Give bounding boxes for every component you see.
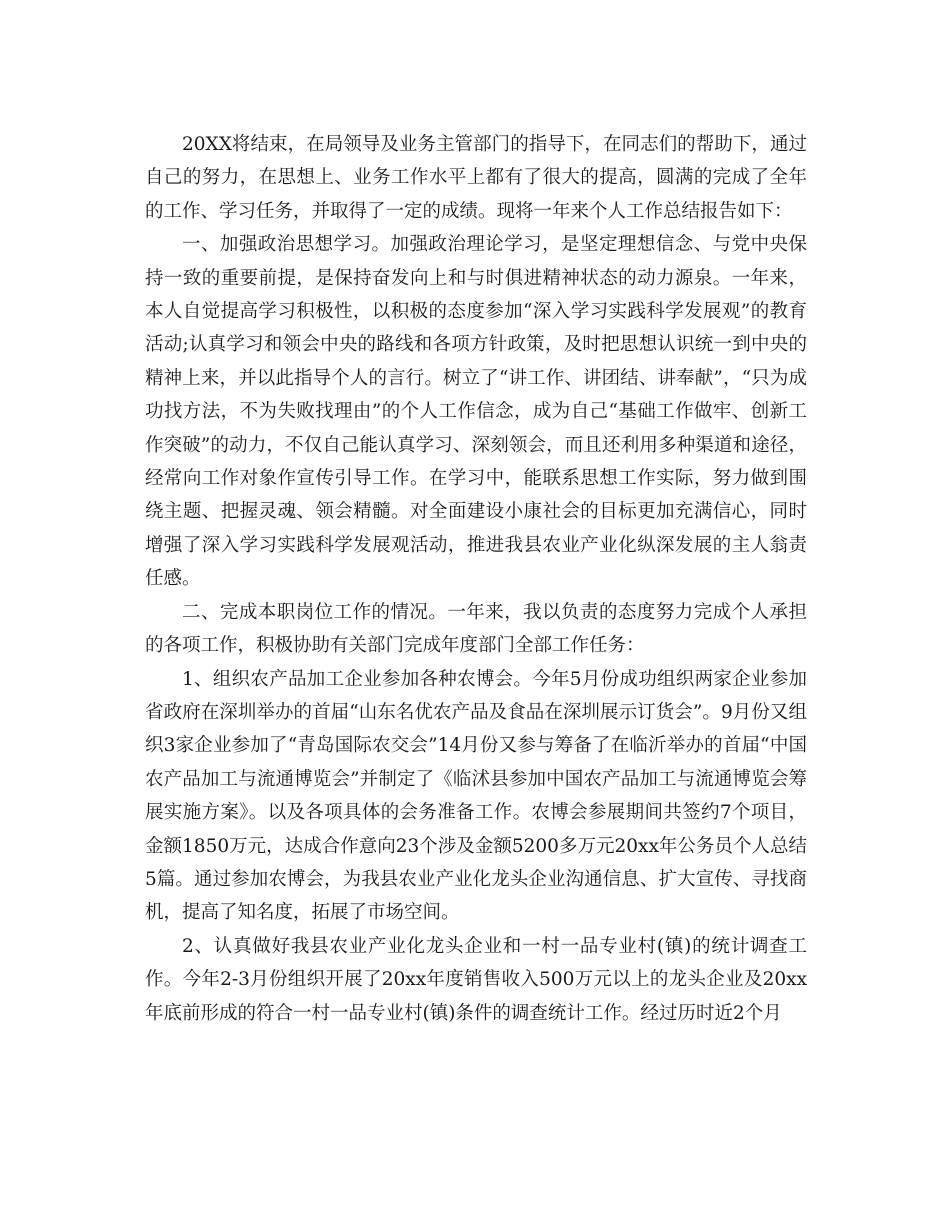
- paragraph-intro: 20XX将结束，在局领导及业务主管部门的指导下，在同志们的帮助下，通过自己的努力，在思想上、业务工作水平上都有了很大的提高，圆满的完成了全年的工作、学习任务，并取得了一定的成绩。现将一年来个人工作总结报告如下：: [145, 134, 807, 222]
- document-body: [145, 128, 807, 1030]
- paragraph-job-duties: 二、完成本职岗位工作的情况。一年来，我以负责的态度努力完成个人承担的各项工作，积极协助有关部门完成年度部门全部工作任务：: [145, 601, 807, 657]
- paragraph-political-study: 一、加强政治思想学习。加强政治理论学习，是坚定理想信念、与党中央保持一致的重要前提，是保持奋发向上和与时俱进精神状态的动力源泉。一年来，本人自觉提高学习积极性，以积极的态度参加“深入学习实践科学发展观”的教育活动;认真学习和领会中央的路线和各项方针政策，及时把思想认识统一到中央的精神上来，并以此指导个人的言行。树立了“讲工作、讲团结、讲奉献”，“只为成功找方法，不为失败找理由”的个人工作信念，成为自己“基础工作做牢、创新工作突破”的动力，不仅自己能认真学习、深刻领会，而且还利用多种渠道和途径，经常向工作对象作宣传引导工作。在学习中，能联系思想工作实际，努力做到围绕主题、把握灵魂、领会精髓。对全面建设小康社会的目标更加充满信心，同时增强了深入学习实践科学发展观活动，推进我县农业产业化纵深发展的主人翁责任感。: [145, 234, 807, 590]
- paragraph-agri-expo: 1、组织农产品加工企业参加各种农博会。今年5月份成功组织两家企业参加省政府在深圳举办的首届“山东名优农产品及食品在深圳展示订货会”。9月份又组织3家企业参加了“青岛国际农交会”14月份又参与筹备了在临沂举办的首届“中国农产品加工与流通博览会”并制定了《临沭县参加中国农产品加工与流通博览会筹展实施方案》。以及各项具体的会务准备工作。农博会参展期间共签约7个项目，金额1850万元，达成合作意向23个涉及金额5200多万元20xx年公务员个人总结5篇。通过参加农博会，为我县农业产业化龙头企业沟通信息、扩大宣传、寻找商机，提高了知名度，拓展了市场空间。: [145, 668, 807, 924]
- paragraph-statistics-survey: 2、认真做好我县农业产业化龙头企业和一村一品专业村(镇)的统计调查工作。今年2-3月份组织开展了20xx年度销售收入500万元以上的龙头企业及20xx年底前形成的符合一村一品专业村(镇)条件的调查统计工作。经过历时近2个月: [145, 935, 807, 1024]
